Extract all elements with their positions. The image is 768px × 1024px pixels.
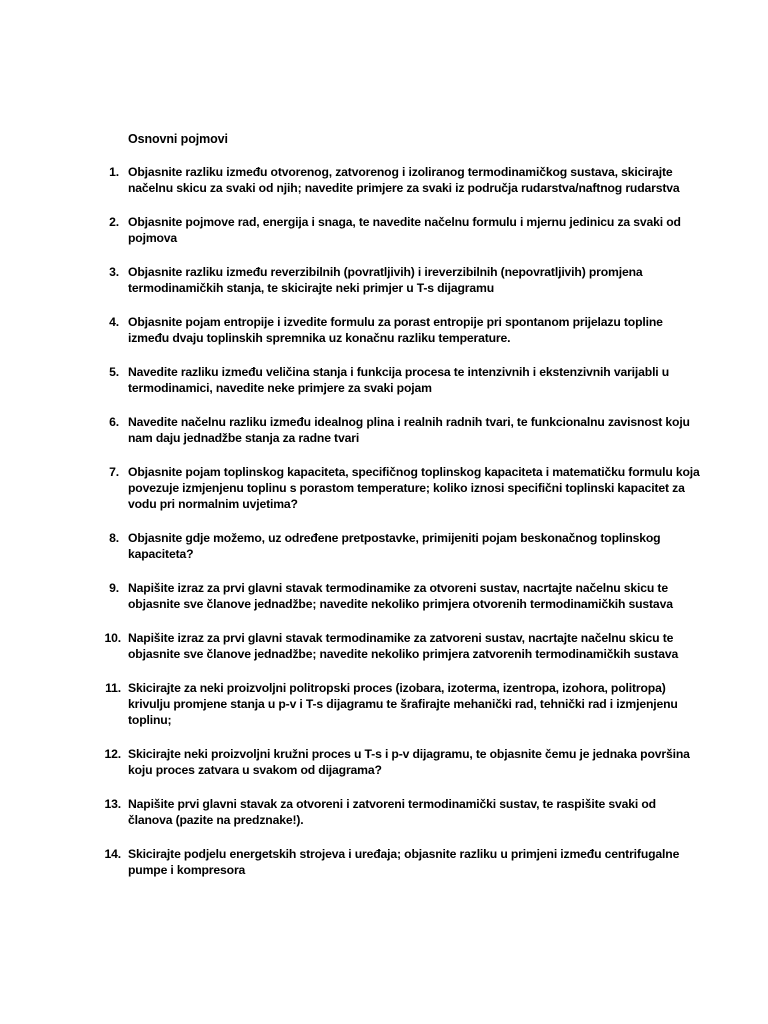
question-list bbox=[0, 164, 768, 896]
section-title: Osnovni pojmovi bbox=[128, 132, 228, 146]
question-text: Navedite razliku između veličina stanja i funkcija procesa te intenzivnih i ekstenzivnih varijabli u termodinamici, navedite neke primjere za svaki pojam bbox=[128, 365, 670, 395]
question-item bbox=[0, 746, 700, 778]
question-item bbox=[0, 580, 700, 612]
question-item bbox=[0, 314, 700, 346]
question-number: 1. bbox=[109, 165, 119, 179]
question-item bbox=[0, 214, 700, 246]
question-item bbox=[0, 164, 700, 196]
question-text: Skicirajte podjelu energetskih strojeva i uređaja; objasnite razliku u primjeni između centrifugalne pumpe i kompresora bbox=[128, 847, 680, 877]
question-number: 3. bbox=[109, 265, 119, 279]
question-number: 14. bbox=[104, 847, 121, 861]
question-number: 10. bbox=[104, 631, 121, 645]
question-text: Navedite načelnu razliku između idealnog plina i realnih radnih tvari, te funkcionalnu zavisnost koju nam daju jednadžbe stanja za radne tvari bbox=[128, 415, 690, 445]
question-number: 4. bbox=[109, 315, 119, 329]
question-item bbox=[0, 364, 700, 396]
question-text: Objasnite pojam toplinskog kapaciteta, specifičnog toplinskog kapaciteta i matematičku formulu koja povezuje izmjenjenu toplinu s porastom temperature; koliko iznosi specifični toplinski kapacitet za vodu pri normalnim uvjetima? bbox=[128, 465, 700, 511]
question-number: 5. bbox=[109, 365, 119, 379]
question-number: 11. bbox=[105, 681, 121, 695]
question-number: 8. bbox=[109, 531, 119, 545]
question-number: 12. bbox=[104, 747, 121, 761]
question-text: Objasnite razliku između otvorenog, zatvorenog i izoliranog termodinamičkog sustava, skicirajte načelnu skicu za svaki od njih; navedite primjere za svaki iz područja rudarstva/naftnog rudarstva bbox=[128, 165, 680, 195]
question-text: Skicirajte neki proizvoljni kružni proces u T-s i p-v dijagramu, te objasnite čemu je jednaka površina koju proces zatvara u svakom od dijagrama? bbox=[128, 747, 690, 777]
question-number: 2. bbox=[109, 215, 119, 229]
question-item bbox=[0, 680, 700, 728]
question-item bbox=[0, 414, 700, 446]
question-text: Napišite izraz za prvi glavni stavak termodinamike za zatvoreni sustav, nacrtajte načelnu skicu te objasnite sve članove jednadžbe; navedite nekoliko primjera zatvorenih termodinamičkih sustava bbox=[128, 631, 679, 661]
question-item bbox=[0, 846, 700, 878]
question-number: 9. bbox=[109, 581, 119, 595]
question-text: Objasnite pojam entropije i izvedite formulu za porast entropije pri spontanom prijelazu topline između dvaju toplinskih spremnika uz konačnu razliku temperature. bbox=[128, 315, 663, 345]
question-text: Objasnite razliku između reverzibilnih (povratljivih) i ireverzibilnih (nepovratljivih) promjena termodinamičkih stanja, te skicirajte neki primjer u T-s dijagramu bbox=[128, 265, 643, 295]
question-item bbox=[0, 630, 700, 662]
question-item bbox=[0, 530, 700, 562]
question-text: Objasnite gdje možemo, uz određene pretpostavke, primijeniti pojam beskonačnog toplinskog kapaciteta? bbox=[128, 531, 661, 561]
question-item bbox=[0, 264, 700, 296]
question-text: Skicirajte za neki proizvoljni politropski proces (izobara, izoterma, izentropa, izohora, politropa) krivulju promjene stanja u p-v i T-s dijagramu te šrafirajte mehanički rad, tehnički rad i izmjenjenu toplinu; bbox=[128, 681, 678, 727]
question-item bbox=[0, 796, 700, 828]
question-number: 6. bbox=[109, 415, 119, 429]
question-text: Napišite prvi glavni stavak za otvoreni i zatvoreni termodinamički sustav, te raspišite svaki od članova (pazite na predznake!). bbox=[128, 797, 656, 827]
question-number: 13. bbox=[104, 797, 121, 811]
question-number: 7. bbox=[109, 465, 119, 479]
question-text: Napišite izraz za prvi glavni stavak termodinamike za otvoreni sustav, nacrtajte načelnu skicu te objasnite sve članove jednadžbe; navedite nekoliko primjera otvorenih termodinamičkih sustava bbox=[128, 581, 673, 611]
question-item bbox=[0, 464, 700, 512]
question-text: Objasnite pojmove rad, energija i snaga, te navedite načelnu formulu i mjernu jedinicu za svaki od pojmova bbox=[128, 215, 681, 245]
